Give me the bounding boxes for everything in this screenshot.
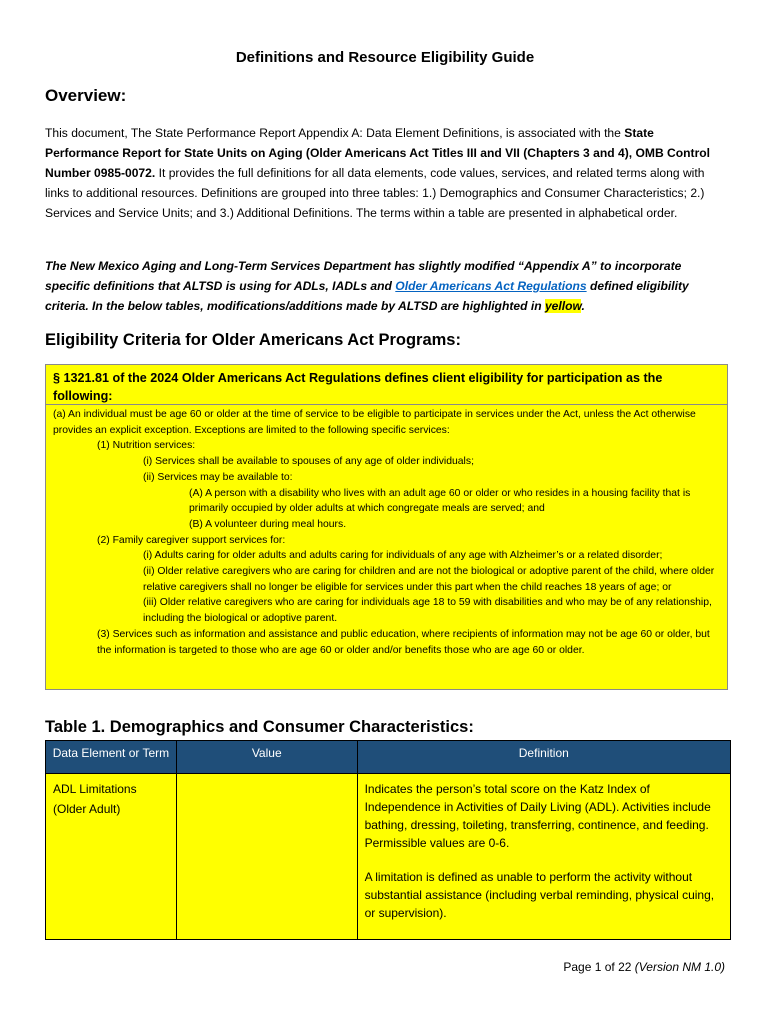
table1-heading: Table 1. Demographics and Consumer Characteristics: xyxy=(45,718,474,736)
eligibility-line: (3) Services such as information and assistance and public education, where recipients of information may not be age 60 or older, but the information is targeted to those who are age 60 or older and/or benefits those who are age 60 or older. xyxy=(97,628,710,656)
demographics-table xyxy=(45,740,731,940)
altsd-note-paragraph xyxy=(45,256,727,316)
eligibility-heading: Eligibility Criteria for Older Americans Act Programs: xyxy=(45,331,461,349)
table-header-row xyxy=(46,741,731,774)
definition-paragraph-2: A limitation is defined as unable to perform the activity without substantial assistance (including verbal reminding, physical cuing, or supervision). xyxy=(364,870,715,920)
intro-text-2: It provides the full definitions for all data elements, code values, services, and related terms along with links to additional resources. Definitions are grouped into three tables: 1.) Demographics and Consumer Characteristics; 2.) Services and Service Units; and 3.) Additional Definitions. The terms within a table are presented in alphabetical order. xyxy=(45,166,705,220)
intro-bold-text: State Performance Report for State Units on Aging (Older Americans Act Titles III and VII (Chapters 3 and 4), OMB Control Number 0985-0072. xyxy=(45,126,711,180)
cell-value xyxy=(176,774,357,940)
eligibility-line: (B) A volunteer during meal hours. xyxy=(189,518,347,530)
cell-definition xyxy=(357,774,730,940)
note-text-1: The New Mexico Aging and Long-Term Services Department has slightly modified “Appendix A” to incorporate specific definitions that ALTSD is using for ADLs, IADLs and xyxy=(45,259,682,293)
eligibility-box xyxy=(45,364,728,690)
element-qualifier: (Older Adult) xyxy=(53,802,121,816)
oaa-regulations-link[interactable]: Older Americans Act Regulations xyxy=(395,279,587,293)
intro-text-1: This document, The State Performance Report Appendix A: Data Element Definitions, is associated with the xyxy=(45,126,625,140)
element-name: ADL Limitations xyxy=(53,782,137,796)
cell-element xyxy=(46,774,177,940)
page-number: Page 1 of 22 xyxy=(563,960,635,974)
version-label: (Version NM 1.0) xyxy=(634,960,725,974)
yellow-highlight-word: yellow xyxy=(544,299,582,313)
eligibility-line: (a) An individual must be age 60 or older at the time of service to be eligible to participate in services under the Act, unless the Act otherwise provides an explicit exception. Exceptions are limited to the following specific services: xyxy=(53,409,696,436)
column-header-element: Data Element or Term xyxy=(46,741,177,774)
column-header-definition: Definition xyxy=(357,741,730,774)
eligibility-line: (i) Adults caring for older adults and adults caring for individuals of any age with Alzheimer’s or a related disorder; xyxy=(143,550,663,562)
table-row xyxy=(46,774,731,940)
note-text-2: defined eligibility criteria. In the below tables, modifications/additions made by ALTSD are highlighted in xyxy=(45,279,689,313)
eligibility-line: (iii) Older relative caregivers who are caring for individuals age 18 to 59 with disabilities and who may be of any relationship, including the biological or adoptive parent. xyxy=(143,597,712,625)
eligibility-line: (A) A person with a disability who lives with an adult age 60 or older or who resides in a housing facility that is primarily occupied by older adults at which congregate meals are served; and xyxy=(189,487,691,515)
eligibility-line: (ii) Services may be available to: xyxy=(143,471,293,483)
document-title: Definitions and Resource Eligibility Guide xyxy=(235,49,535,66)
eligibility-line: (1) Nutrition services: xyxy=(97,440,196,452)
page-footer xyxy=(0,960,725,974)
overview-paragraph xyxy=(45,123,725,223)
eligibility-box-title: § 1321.81 of the 2024 Older Americans Act Regulations defines client eligibility for participation as the following: xyxy=(46,365,727,405)
note-end: . xyxy=(581,299,585,313)
eligibility-box-body xyxy=(46,405,727,658)
overview-heading: Overview: xyxy=(45,86,127,105)
definition-paragraph-1: Indicates the person’s total score on the Katz Index of Independence in Activities of Daily Living (ADL). Activities include bathing, dressing, toileting, transferring, continence, and feeding. Permissible values are 0-6. xyxy=(364,782,711,850)
eligibility-line: (i) Services shall be available to spouses of any age of older individuals; xyxy=(143,456,474,468)
column-header-value: Value xyxy=(176,741,357,774)
eligibility-line: (ii) Older relative caregivers who are caring for children and are not the biological or adoptive parent of the child, where older relative caregivers shall no longer be eligible for services under this part when the child reaches 18 years of age; or xyxy=(143,566,715,593)
eligibility-line: (2) Family caregiver support services for: xyxy=(97,534,286,546)
